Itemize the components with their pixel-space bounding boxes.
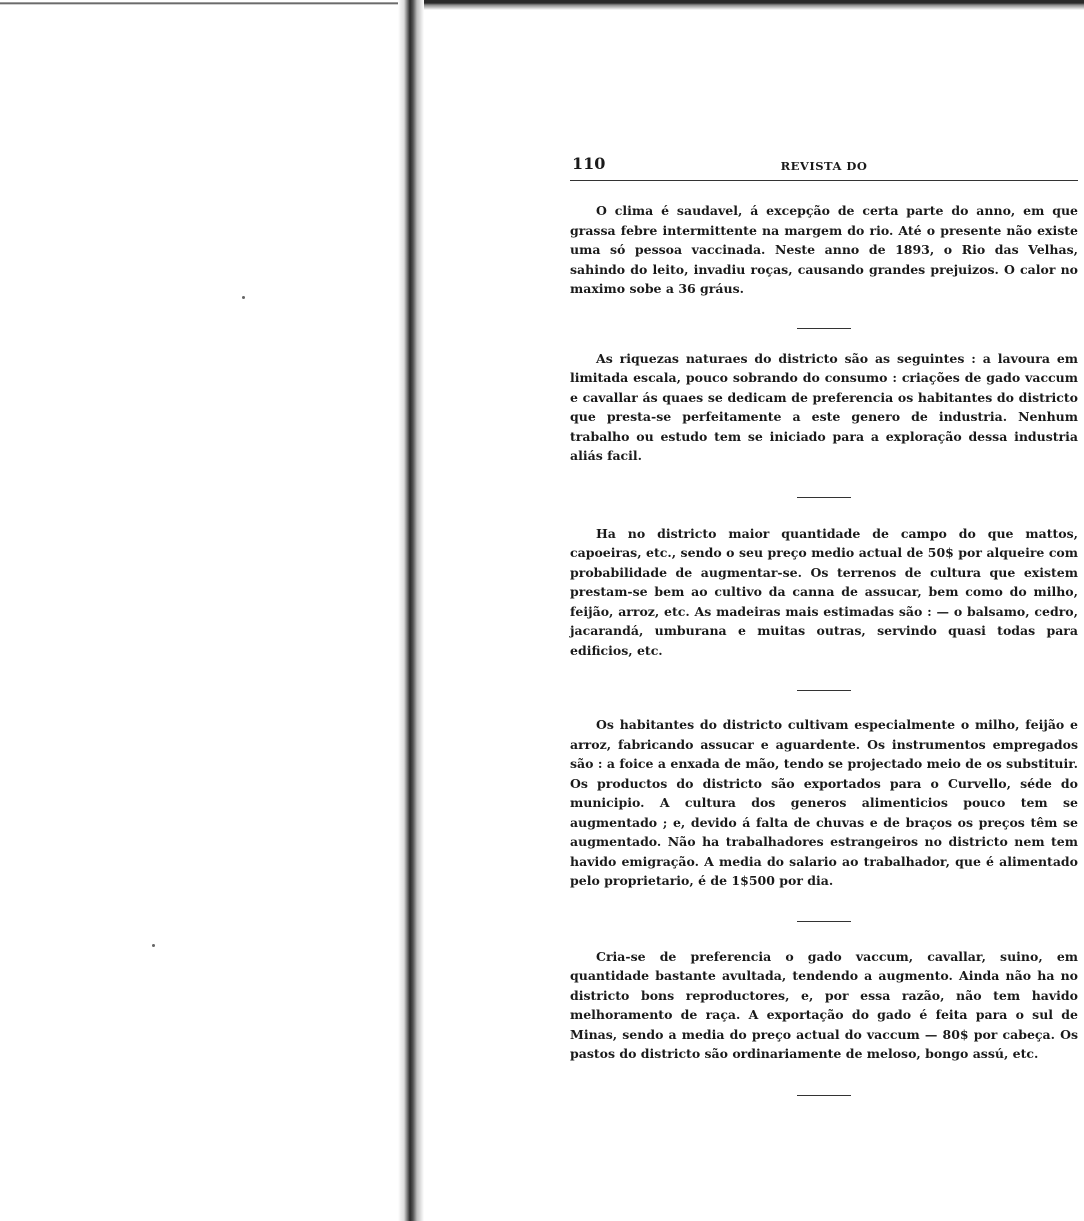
paragraph-agriculture: Os habitantes do districto cultivam especialmente o milho, feijão e arroz, fabricando assucar e aguardente. Os instrumentos empregados são : a foice a enxada de mão, tendo se projectado meio de os substituir. Os productos do districto são exportados para o Curvello, séde do municipio. A cultura dos generos alimenticios pouco tem se augmentado ; e, devido á falta de chuvas e de braços os preços têm se augmentado. Não ha trabalhadores estrangeiros no districto nem tem havido emigração. A media do salario ao trabalhador, que é alimentado pelo proprietario, é de 1$500 por dia. [570, 717, 1078, 888]
book-page [570, 150, 1078, 1096]
scan-speck [242, 296, 245, 299]
section-divider [797, 328, 851, 329]
paragraph-climate: O clima é saudavel, á excepção de certa parte do anno, em que grassa febre intermittente na margem do rio. Até o presente não existe uma só pessoa vaccinada. Neste anno de 1893, o Rio das Velhas, sahindo do leito, invadiu roças, causando grandes prejuizos. O calor no maximo sobe a 36 gráus. [570, 203, 1078, 296]
section-divider [797, 921, 851, 922]
book-gutter [398, 0, 424, 1221]
section-divider [797, 1095, 851, 1096]
paragraph-land-and-timber: Ha no districto maior quantidade de campo do que mattos, capoeiras, etc., sendo o seu preço medio actual de 50$ por alqueire com probabilidade de augmentar-se. Os terrenos de cultura que existem prestam-se bem ao cultivo da canna de assucar, bem como do milho, feijão, arroz, etc. As madeiras mais estimadas são : — o balsamo, cedro, jacarandá, umburana e muitas outras, servindo quasi todas para edificios, etc. [570, 525, 1078, 658]
scan-speck [152, 944, 155, 947]
running-head: REVISTA DO [780, 159, 868, 173]
page-number: 110 [572, 154, 606, 173]
scan-top-edge-dark [420, 0, 1084, 10]
section-divider [797, 690, 851, 691]
section-divider [797, 497, 851, 498]
paragraph-natural-resources: As riquezas naturaes do districto são as seguintes : a lavoura em limitada escala, pouco sobrando do consumo : criações de gado vaccum e cavallar ás quaes se dedicam de preferencia os habitantes do districto que presta-se perfeitamente a este genero de industria. Nenhum trabalho ou estudo tem se iniciado para a exploração dessa industria aliás facil. [570, 350, 1078, 463]
page-header [570, 150, 1078, 181]
paragraph-livestock: Cria-se de preferencia o gado vaccum, cavallar, suino, em quantidade bastante avultada, tendendo a augmento. Ainda não ha no districto bons reproductores, e, por essa razão, não tem havido melhoramento de raça. A exportação do gado é feita para o sul de Minas, sendo a media do preço actual do vaccum — 80$ por cabeça. Os pastos do districto são ordinariamente de meloso, bongo assú, etc. [570, 948, 1078, 1061]
